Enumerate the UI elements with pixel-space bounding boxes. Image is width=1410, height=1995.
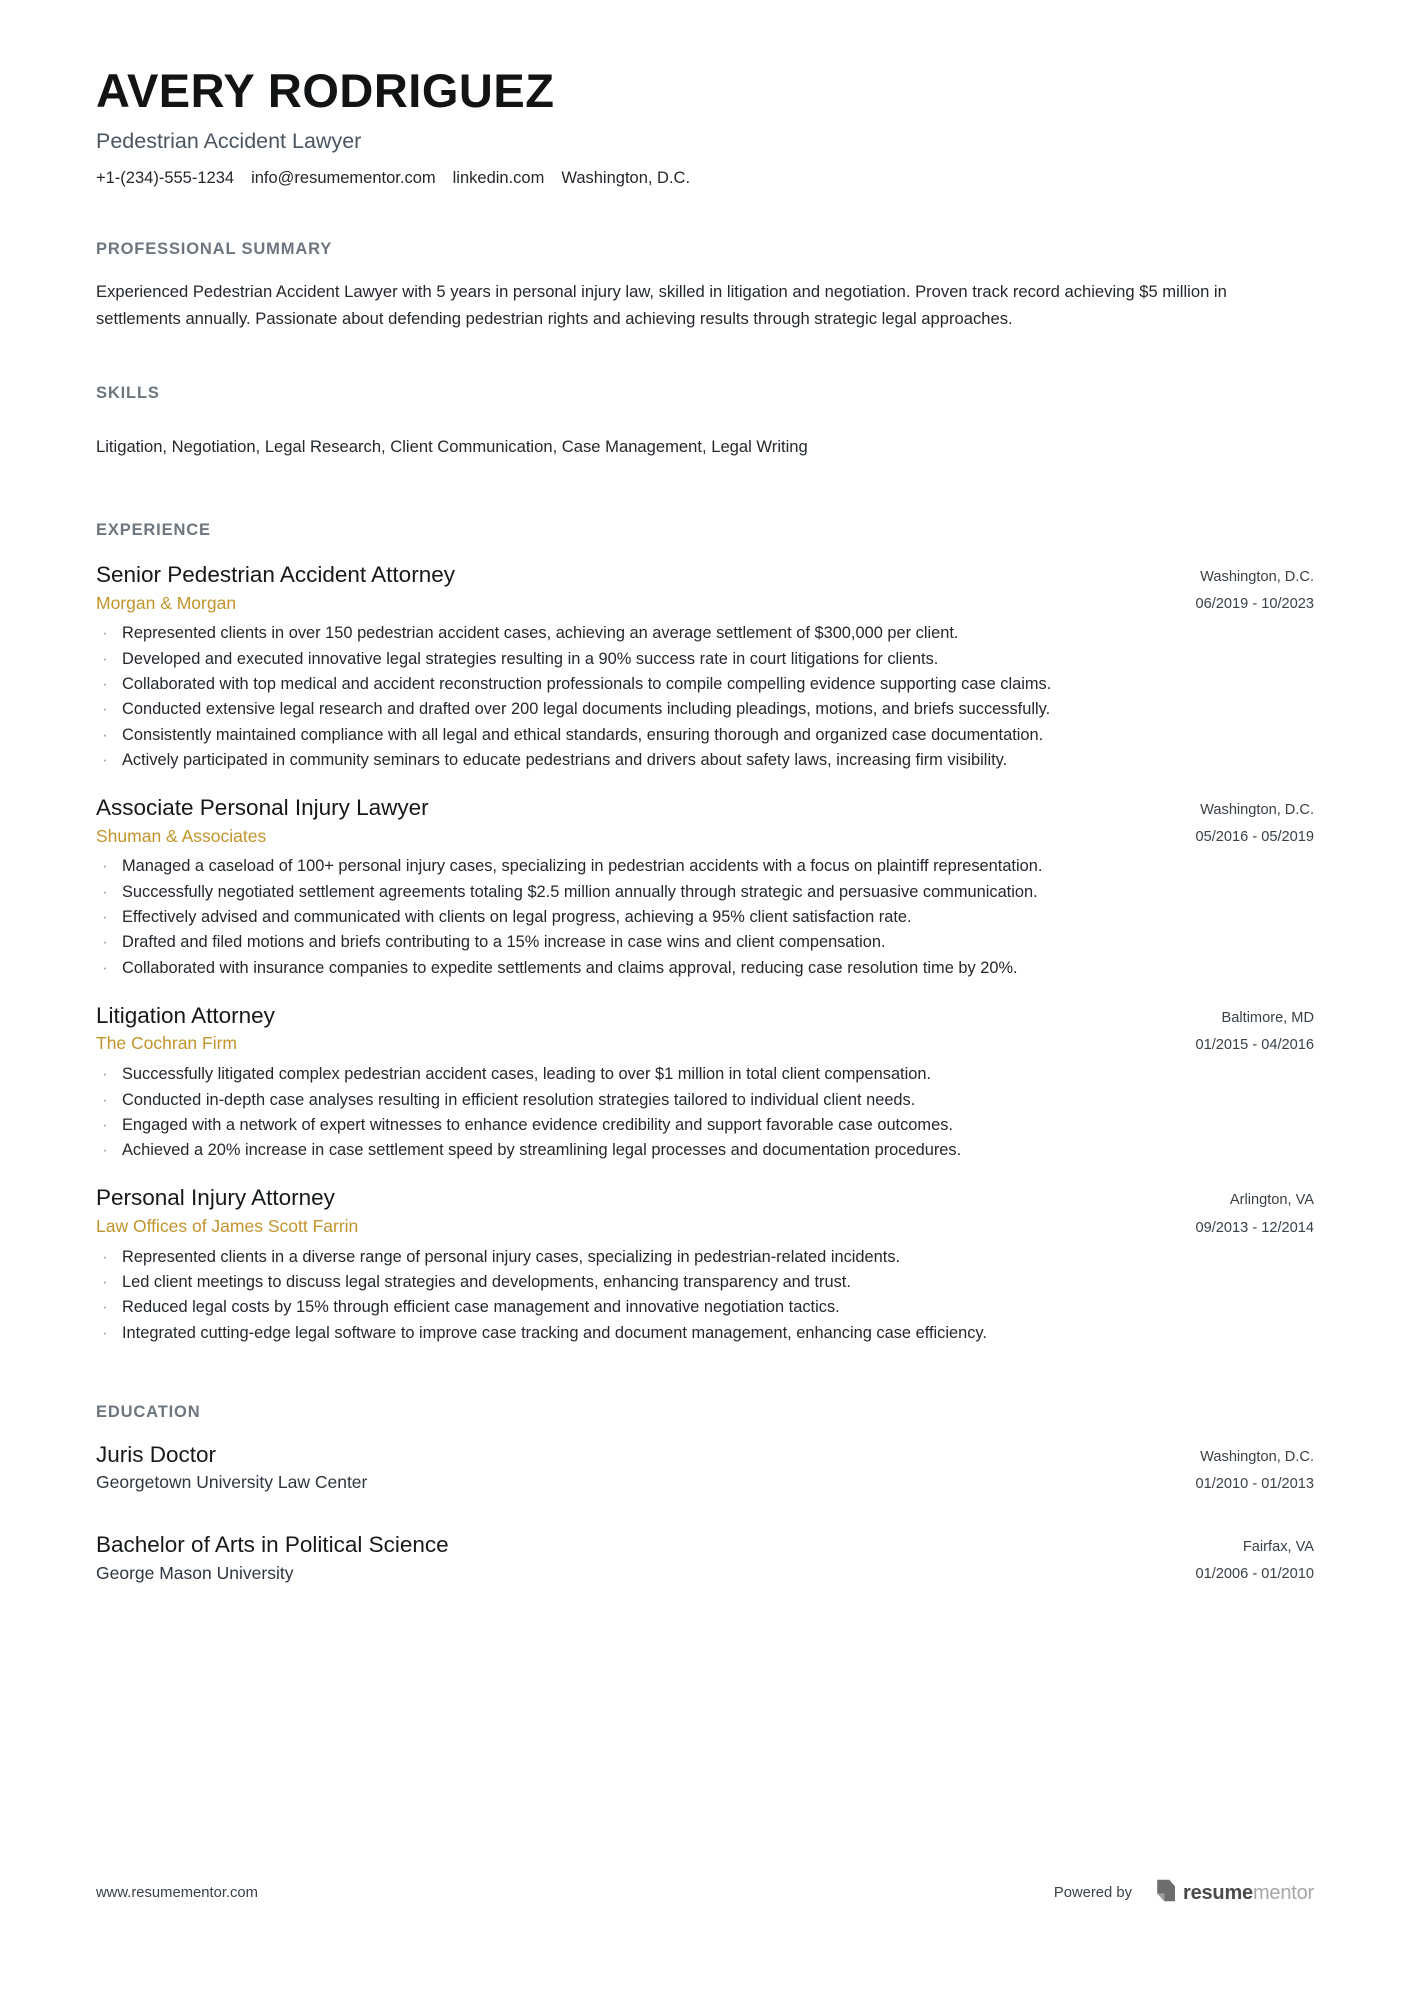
experience-bullet: · Engaged with a network of expert witnesses to enhance evidence credibility and support favorable case outcomes. [96,1114,1301,1137]
education-entry-header [96,1531,1314,1585]
footer-brand [1054,1879,1314,1907]
section-skills [96,384,1314,460]
experience-bullet: · Actively participated in community seminars to educate pedestrians and drivers about safety laws, increasing firm visibility. [96,749,1301,772]
experience-entry-meta [1196,1184,1314,1238]
experience-location: Washington, D.C. [1200,569,1314,586]
education-entry-left [96,1531,1172,1584]
experience-location: Washington, D.C. [1200,802,1314,819]
experience-dates: 05/2016 - 05/2019 [1195,829,1314,846]
contact-phone: +1-(234)-555-1234 [96,168,235,187]
experience-bullet: · Drafted and filed motions and briefs contributing to a 15% increase in case wins and client compensation. [96,931,1301,954]
experience-entry-header [96,1002,1314,1056]
experience-list [96,561,1314,1345]
education-school: Georgetown University Law Center [96,1472,368,1493]
experience-bullet-list [96,1246,1314,1345]
experience-company-name: Law Offices of James Scott Farrin [96,1215,359,1236]
education-location: Washington, D.C. [1200,1448,1314,1465]
education-dates: 01/2010 - 01/2013 [1195,1475,1314,1492]
experience-company-name: The Cochran Firm [96,1033,238,1054]
experience-entry-left [96,561,1172,614]
experience-bullet-list [96,855,1314,979]
experience-entry-left [96,794,1172,847]
experience-entry-header [96,1184,1314,1238]
job-title: Pedestrian Accident Lawyer [96,128,362,153]
education-location: Fairfax, VA [1242,1539,1314,1556]
section-professional-summary [96,240,1314,332]
education-list [96,1441,1314,1586]
experience-entry-left [96,1002,1172,1055]
education-school: George Mason University [96,1562,294,1583]
experience-dates: 06/2019 - 10/2023 [1195,596,1314,613]
education-entry [96,1441,1314,1495]
experience-dates: 09/2013 - 12/2014 [1195,1219,1314,1236]
powered-by-label: Powered by [1053,1885,1132,1901]
experience-dates: 01/2015 - 04/2016 [1195,1037,1314,1054]
experience-entry [96,1002,1314,1163]
experience-bullet: · Reduced legal costs by 15% through efficient case management and innovative negotiation tactics. [96,1296,1301,1319]
experience-bullet: · Conducted extensive legal research and drafted over 200 legal documents including pleadings, motions, and briefs successfully. [96,698,1301,721]
skills-text: Litigation, Negotiation, Legal Research, Client Communication, Case Management, Legal Writing [96,436,808,456]
experience-company-name: Shuman & Associates [96,825,267,846]
resume-header [96,0,1314,188]
section-heading-summary: PROFESSIONAL SUMMARY [96,239,333,258]
experience-bullet: · Achieved a 20% increase in case settlement speed by streamlining legal processes and documentation procedures. [96,1139,1301,1162]
experience-bullet: · Collaborated with top medical and accident reconstruction professionals to compile compelling evidence supporting case claims. [96,673,1301,696]
education-degree: Bachelor of Arts in Political Science [96,1532,449,1558]
page-footer [96,1879,1314,1907]
experience-role-title: Litigation Attorney [96,1002,275,1028]
experience-entry-left [96,1184,1172,1237]
document-page-icon [1156,1879,1176,1907]
experience-entry [96,794,1314,980]
experience-entry [96,1184,1314,1345]
experience-role-title: Associate Personal Injury Lawyer [96,795,429,821]
education-dates: 01/2006 - 01/2010 [1195,1566,1314,1583]
experience-bullet: · Successfully litigated complex pedestrian accident cases, leading to over $1 million in total client compensation. [96,1063,1301,1086]
contact-line [96,169,1314,188]
education-entry [96,1531,1314,1585]
experience-bullet: · Effectively advised and communicated with clients on legal progress, achieving a 95% client satisfaction rate. [96,906,1301,929]
experience-entry-header [96,561,1314,615]
experience-entry-meta [1196,1002,1314,1056]
experience-entry [96,561,1314,772]
section-education [96,1403,1314,1585]
section-heading-education: EDUCATION [96,1402,201,1421]
experience-bullet: · Collaborated with insurance companies to expedite settlements and claims approval, reducing case resolution time by 20%. [96,957,1301,980]
logo-wordmark [1183,1883,1314,1903]
contact-email[interactable]: info@resumementor.com [251,168,436,187]
education-entry-left [96,1441,1172,1494]
contact-location: Washington, D.C. [561,168,691,187]
experience-location: Arlington, VA [1229,1192,1314,1209]
section-experience [96,521,1314,1345]
footer-website-url[interactable]: www.resumementor.com [96,1885,258,1901]
education-degree: Juris Doctor [96,1441,217,1467]
section-heading-experience: EXPERIENCE [96,521,211,540]
experience-bullet: · Represented clients in a diverse range of personal injury cases, specializing in pedestrian-related incidents. [96,1246,1301,1269]
section-heading-skills: SKILLS [96,383,160,402]
experience-bullet: · Successfully negotiated settlement agreements totaling $2.5 million annually through strategic and persuasive communication. [96,881,1301,904]
education-entry-meta [1196,1531,1314,1585]
summary-text: Experienced Pedestrian Accident Lawyer with 5 years in personal injury law, skilled in litigation and negotiation. Proven track record achieving $5 million in settlements annually. Passionate about defending pedestrian rights and achieving results through strategic legal approaches. [96,282,1227,328]
experience-bullet: · Consistently maintained compliance with all legal and ethical standards, ensuring thorough and organized case documentation. [96,724,1301,747]
experience-bullet: · Led client meetings to discuss legal strategies and developments, enhancing transparency and trust. [96,1271,1301,1294]
experience-entry-header [96,794,1314,848]
experience-role-title: Personal Injury Attorney [96,1185,335,1211]
logo-text-bold: resume [1183,1882,1253,1904]
experience-bullet-list [96,1063,1314,1162]
experience-bullet: · Integrated cutting-edge legal software to improve case tracking and document management, enhancing case efficiency. [96,1322,1301,1345]
experience-entry-meta [1196,794,1314,848]
resumementor-logo [1156,1879,1314,1907]
page-title: AVERY RODRIGUEZ [96,64,555,117]
experience-entry-meta [1196,561,1314,615]
logo-text-light: mentor [1252,1882,1314,1904]
experience-company-name: Morgan & Morgan [96,592,237,613]
experience-bullet: · Managed a caseload of 100+ personal injury cases, specializing in pedestrian accidents with a focus on plaintiff representation. [96,855,1301,878]
experience-bullet-list [96,622,1314,772]
experience-bullet: · Developed and executed innovative legal strategies resulting in a 90% success rate in court litigations for clients. [96,648,1301,671]
experience-bullet: · Represented clients in over 150 pedestrian accident cases, achieving an average settlement of $300,000 per client. [96,622,1301,645]
experience-location: Baltimore, MD [1221,1009,1314,1026]
contact-website[interactable]: linkedin.com [452,168,545,187]
experience-role-title: Senior Pedestrian Accident Attorney [96,562,455,588]
education-entry-meta [1196,1441,1314,1495]
experience-bullet: · Conducted in-depth case analyses resulting in efficient resolution strategies tailored to individual client needs. [96,1089,1301,1112]
education-entry-header [96,1441,1314,1495]
